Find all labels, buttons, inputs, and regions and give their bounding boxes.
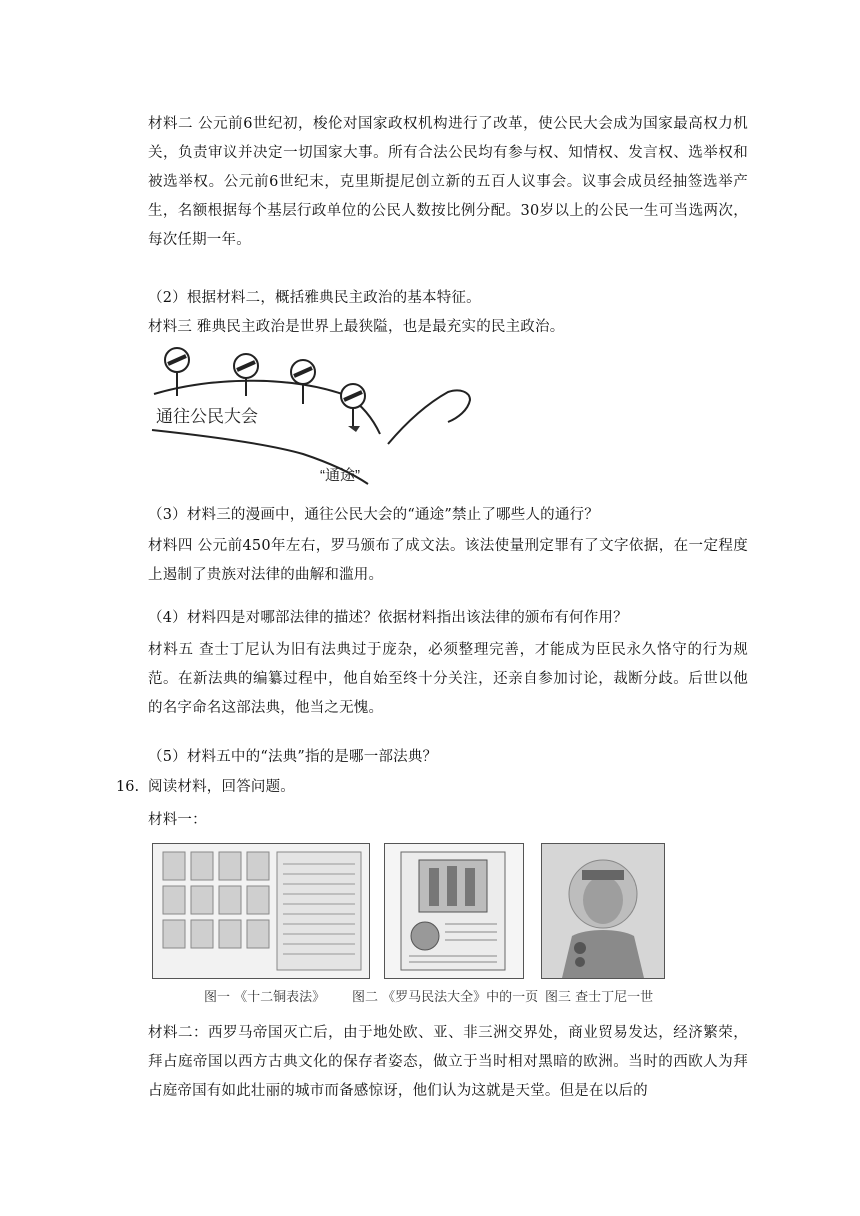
figure-justinian-portrait xyxy=(541,843,665,979)
material-three-paragraph: 材料三 雅典民主政治是世界上最狭隘，也是最充实的民主政治。 xyxy=(148,319,565,335)
no-entry-sign-2 xyxy=(234,354,258,396)
question-16-prompt: 阅读材料，回答问题。 xyxy=(148,779,295,795)
no-entry-sign-1 xyxy=(165,348,189,396)
figure-2-caption: 图二 《罗马民法大全》中的一页 xyxy=(352,990,539,1005)
cartoon-figure xyxy=(148,344,488,490)
cartoon-caption: “通途” xyxy=(320,467,360,484)
material-two-paragraph: 材料二 公元前6世纪初，梭伦对国家政权机构进行了改革，使公民大会成为国家最高权力机关，负责审议并决定一切国家大事。所有合法公民均有参与权、知情权、发言权、选举权和被选举权。公元前6世纪末，克里斯提尼创立新的五百人议事会。议事会成员经抽签选举产生，名额根据每个基层行政单位的公民人数按比例分配。30岁以上的公民一生可当选两次，每次任期一年。 xyxy=(148,116,748,248)
figure-1-caption: 图一 《十二铜表法》 xyxy=(204,990,326,1005)
cartoon-road-label: 通往公民大会 xyxy=(156,407,258,426)
material-two-b-paragraph: 材料二：西罗马帝国灭亡后，由于地处欧、亚、非三洲交界处，商业贸易发达，经济繁荣，拜占庭帝国以西方古典文化的保存者姿态，做立于当时相对黑暗的欧洲。当时的西欧人为拜占庭帝国有如此壮丽的城市而备感惊讶，他们认为这就是天堂。但是在以后的 xyxy=(148,1025,748,1099)
figure-corpus-juris-page xyxy=(384,843,524,979)
figure-twelve-tables xyxy=(152,843,370,979)
question-2: （2）根据材料二，概括雅典民主政治的基本特征。 xyxy=(148,290,481,306)
material-one-label: 材料一： xyxy=(148,812,207,828)
question-4: （4）材料四是对哪部法律的描述？依据材料指出该法律的颁布有何作用？ xyxy=(148,610,628,626)
material-four-paragraph: 材料四 公元前450年左右，罗马颁布了成文法。该法使量刑定罪有了文字依据，在一定程度上遏制了贵族对法律的曲解和滥用。 xyxy=(148,538,748,583)
material-five-paragraph: 材料五 查士丁尼认为旧有法典过于庞杂，必须整理完善，才能成为臣民永久恪守的行为规范。在新法典的编纂过程中，他自始至终十分关注，还亲自参加讨论，裁断分歧。后世以他的名字命名这部法典，他当之无愧。 xyxy=(148,642,748,716)
figure-3-caption: 图三 查士丁尼一世 xyxy=(545,990,654,1005)
no-entry-sign-3 xyxy=(291,360,315,404)
question-5: （5）材料五中的“法典”指的是哪一部法典？ xyxy=(148,749,438,765)
question-3: （3）材料三的漫画中，通往公民大会的“通途”禁止了哪些人的通行？ xyxy=(148,507,599,523)
cartoon-illustration xyxy=(148,344,488,490)
question-16-number: 16. xyxy=(116,779,140,795)
